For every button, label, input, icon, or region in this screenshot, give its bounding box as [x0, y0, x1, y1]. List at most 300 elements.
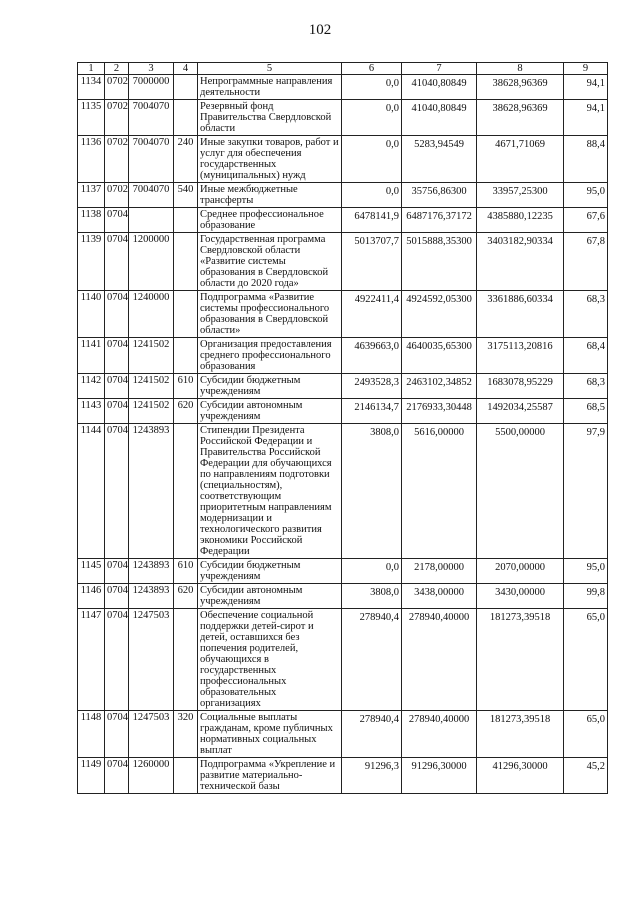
page-number: 102	[308, 22, 332, 38]
budget-allocation-cell-text: 3438,00000	[414, 587, 464, 598]
row-number-cell-text: 1144	[80, 425, 102, 436]
row-number-cell-text: 1135	[80, 101, 102, 112]
approved-amount-cell	[342, 136, 402, 183]
budget-allocation-cell-text: 5283,94549	[414, 139, 464, 150]
executed-amount-cell	[477, 208, 564, 233]
section-code-cell-text: 0704	[107, 585, 128, 596]
budget-allocation-cell	[402, 584, 477, 609]
row-number-cell	[78, 75, 105, 100]
executed-amount-cell-text: 41296,30000	[492, 761, 548, 772]
target-item-code-cell	[129, 338, 174, 374]
section-code-cell-text: 0704	[107, 712, 128, 723]
execution-percent-cell-text: 94,1	[586, 103, 605, 114]
budget-allocation-cell	[402, 100, 477, 136]
row-number-cell-text: 1137	[80, 184, 102, 195]
approved-amount-cell-text: 0,0	[385, 562, 399, 573]
executed-amount-cell	[477, 233, 564, 291]
table-row	[78, 584, 608, 609]
target-item-code-cell	[129, 559, 174, 584]
item-name-cell	[198, 559, 342, 584]
execution-percent-cell-text: 68,3	[586, 377, 605, 388]
item-name-cell-text: Подпрограмма «Укрепление и развитие материально-технической базы	[200, 759, 336, 792]
column-header: 1	[78, 63, 105, 75]
approved-amount-cell	[342, 75, 402, 100]
target-item-code-cell-text: 1247503	[132, 712, 170, 723]
execution-percent-cell-text: 95,0	[586, 186, 605, 197]
section-code-cell	[105, 136, 129, 183]
executed-amount-cell	[477, 584, 564, 609]
target-item-code-cell-text: 1243893	[132, 585, 170, 596]
section-code-cell-text: 0702	[107, 101, 128, 112]
row-number-cell	[78, 374, 105, 399]
row-number-cell-text: 1138	[80, 209, 102, 220]
expense-type-code-cell	[174, 399, 198, 424]
budget-allocation-cell	[402, 711, 477, 758]
execution-percent-cell-text: 65,0	[586, 612, 605, 623]
column-header: 5	[198, 63, 342, 75]
target-item-code-cell-text: 1241502	[132, 400, 170, 411]
budget-allocation-cell-text: 41040,80849	[411, 103, 467, 114]
section-code-cell-text: 0704	[107, 292, 128, 303]
section-code-cell	[105, 559, 129, 584]
table-row	[78, 399, 608, 424]
section-code-cell	[105, 758, 129, 794]
expense-type-code-cell	[174, 758, 198, 794]
expense-type-code-cell	[174, 291, 198, 338]
item-name-cell	[198, 338, 342, 374]
executed-amount-cell	[477, 75, 564, 100]
item-name-cell-text: Субсидии бюджетным учреждениям	[200, 560, 301, 582]
executed-amount-cell	[477, 609, 564, 711]
row-number-cell	[78, 399, 105, 424]
expense-type-code-cell	[174, 75, 198, 100]
approved-amount-cell-text: 4922411,4	[354, 294, 399, 305]
approved-amount-cell	[342, 208, 402, 233]
row-number-cell	[78, 609, 105, 711]
approved-amount-cell	[342, 711, 402, 758]
execution-percent-cell-text: 99,8	[586, 587, 605, 598]
executed-amount-cell-text: 2070,00000	[495, 562, 545, 573]
target-item-code-cell	[129, 399, 174, 424]
approved-amount-cell	[342, 100, 402, 136]
target-item-code-cell-text: 1200000	[132, 234, 170, 245]
executed-amount-cell-text: 3403182,90334	[487, 236, 553, 247]
budget-allocation-cell-text: 5015888,35300	[406, 236, 472, 247]
approved-amount-cell	[342, 609, 402, 711]
expense-type-code-cell	[174, 208, 198, 233]
section-code-cell	[105, 100, 129, 136]
expense-type-code-cell	[174, 609, 198, 711]
item-name-cell	[198, 399, 342, 424]
expense-type-code-cell	[174, 424, 198, 559]
execution-percent-cell	[564, 136, 608, 183]
table-row	[78, 75, 608, 100]
item-name-cell-text: Государственная программа Свердловской области «Развитие системы образования в Свердловской области до 2020 года»	[200, 234, 329, 289]
execution-percent-cell	[564, 424, 608, 559]
item-name-cell-text: Субсидии бюджетным учреждениям	[200, 375, 301, 397]
approved-amount-cell-text: 278940,4	[359, 714, 399, 725]
row-number-cell-text: 1146	[80, 585, 102, 596]
item-name-cell	[198, 758, 342, 794]
budget-allocation-cell	[402, 374, 477, 399]
section-code-cell-text: 0704	[107, 425, 128, 436]
approved-amount-cell-text: 0,0	[385, 186, 399, 197]
section-code-cell	[105, 183, 129, 208]
target-item-code-cell-text: 7004070	[132, 101, 170, 112]
target-item-code-cell-text: 1240000	[132, 292, 170, 303]
approved-amount-cell	[342, 399, 402, 424]
execution-percent-cell	[564, 399, 608, 424]
executed-amount-cell-text: 3430,00000	[495, 587, 545, 598]
section-code-cell	[105, 711, 129, 758]
section-code-cell-text: 0704	[107, 375, 128, 386]
approved-amount-cell-text: 2146134,7	[354, 402, 399, 413]
item-name-cell	[198, 291, 342, 338]
execution-percent-cell-text: 94,1	[586, 78, 605, 89]
column-header: 9	[564, 63, 608, 75]
budget-allocation-cell	[402, 338, 477, 374]
executed-amount-cell-text: 1683078,95229	[487, 377, 553, 388]
table-row	[78, 208, 608, 233]
item-name-cell	[198, 711, 342, 758]
row-number-cell	[78, 338, 105, 374]
table-row	[78, 100, 608, 136]
execution-percent-cell-text: 88,4	[586, 139, 605, 150]
row-number-cell-text: 1139	[80, 234, 102, 245]
approved-amount-cell-text: 5013707,7	[354, 236, 399, 247]
executed-amount-cell-text: 38628,96369	[492, 103, 548, 114]
target-item-code-cell-text: 1260000	[132, 759, 170, 770]
budget-allocation-cell	[402, 424, 477, 559]
budget-allocation-cell-text: 6487176,37172	[406, 211, 472, 222]
expense-type-code-cell	[174, 233, 198, 291]
row-number-cell	[78, 559, 105, 584]
item-name-cell-text: Подпрограмма «Развитие системы профессионального образования в Свердловской области»	[200, 292, 330, 336]
section-code-cell	[105, 399, 129, 424]
budget-allocation-cell	[402, 559, 477, 584]
budget-allocation-cell-text: 35756,86300	[411, 186, 467, 197]
row-number-cell-text: 1136	[80, 137, 102, 148]
execution-percent-cell-text: 95,0	[586, 562, 605, 573]
budget-allocation-cell-text: 91296,30000	[411, 761, 467, 772]
executed-amount-cell	[477, 183, 564, 208]
executed-amount-cell-text: 3175113,20816	[487, 341, 553, 352]
target-item-code-cell-text: 7004070	[132, 137, 170, 148]
expense-type-code-cell	[174, 100, 198, 136]
item-name-cell	[198, 208, 342, 233]
execution-percent-cell	[564, 584, 608, 609]
section-code-cell	[105, 374, 129, 399]
budget-allocation-cell-text: 4640035,65300	[406, 341, 472, 352]
budget-allocation-cell-text: 4924592,05300	[406, 294, 472, 305]
section-code-cell-text: 0704	[107, 560, 128, 571]
expense-type-code-cell	[174, 374, 198, 399]
section-code-cell	[105, 291, 129, 338]
section-code-cell-text: 0702	[107, 76, 128, 87]
row-number-cell-text: 1143	[80, 400, 102, 411]
execution-percent-cell	[564, 758, 608, 794]
executed-amount-cell	[477, 399, 564, 424]
executed-amount-cell-text: 38628,96369	[492, 78, 548, 89]
execution-percent-cell-text: 67,8	[586, 236, 605, 247]
item-name-cell	[198, 100, 342, 136]
budget-allocation-cell-text: 41040,80849	[411, 78, 467, 89]
execution-percent-cell	[564, 291, 608, 338]
section-code-cell	[105, 609, 129, 711]
table-row	[78, 233, 608, 291]
executed-amount-cell	[477, 711, 564, 758]
item-name-cell	[198, 609, 342, 711]
row-number-cell-text: 1149	[80, 759, 102, 770]
target-item-code-cell	[129, 374, 174, 399]
item-name-cell-text: Организация предоставления среднего профессионального образования	[200, 339, 332, 372]
execution-percent-cell-text: 45,2	[586, 761, 605, 772]
budget-allocation-cell-text: 278940,40000	[408, 714, 470, 725]
target-item-code-cell	[129, 584, 174, 609]
budget-allocation-cell-text: 2176933,30448	[406, 402, 472, 413]
row-number-cell-text: 1140	[80, 292, 102, 303]
row-number-cell-text: 1141	[80, 339, 102, 350]
execution-percent-cell	[564, 374, 608, 399]
item-name-cell	[198, 374, 342, 399]
executed-amount-cell	[477, 424, 564, 559]
execution-percent-cell-text: 68,5	[586, 402, 605, 413]
execution-percent-cell-text: 65,0	[586, 714, 605, 725]
column-header: 8	[477, 63, 564, 75]
budget-allocation-cell-text: 2463102,34852	[406, 377, 472, 388]
approved-amount-cell-text: 2493528,3	[354, 377, 399, 388]
budget-table	[77, 62, 608, 794]
target-item-code-cell-text: 7004070	[132, 184, 170, 195]
target-item-code-cell	[129, 208, 174, 233]
item-name-cell-text: Иные закупки товаров, работ и услуг для обеспечения государственных (муниципальных) нужд	[200, 137, 339, 181]
budget-allocation-cell	[402, 758, 477, 794]
execution-percent-cell-text: 68,3	[586, 294, 605, 305]
section-code-cell-text: 0702	[107, 184, 128, 195]
section-code-cell	[105, 338, 129, 374]
executed-amount-cell-text: 181273,39518	[489, 612, 551, 623]
target-item-code-cell	[129, 183, 174, 208]
section-code-cell	[105, 424, 129, 559]
target-item-code-cell	[129, 100, 174, 136]
approved-amount-cell	[342, 584, 402, 609]
section-code-cell	[105, 584, 129, 609]
table-body	[78, 75, 608, 794]
item-name-cell	[198, 233, 342, 291]
section-code-cell-text: 0704	[107, 759, 128, 770]
row-number-cell	[78, 424, 105, 559]
row-number-cell-text: 1147	[80, 610, 102, 621]
item-name-cell-text: Стипендии Президента Российской Федерации и Правительства Российской Федерации для обучающихся по направлениям подготовки (специальностям), соответствующим приоритетным направлениям модернизации и технологического развития экономики Российской Федерации	[200, 425, 332, 557]
expense-type-code-cell	[174, 584, 198, 609]
item-name-cell-text: Обеспечение социальной поддержки детей-сирот и детей, оставшихся без попечения родителей, обучающихся в государственных профессиональных образовательных организациях	[200, 610, 314, 709]
table-row	[78, 183, 608, 208]
executed-amount-cell	[477, 374, 564, 399]
budget-allocation-cell	[402, 208, 477, 233]
execution-percent-cell	[564, 338, 608, 374]
table-row	[78, 711, 608, 758]
executed-amount-cell-text: 1492034,25587	[487, 402, 553, 413]
expense-type-code-cell-text: 320	[177, 712, 194, 723]
section-code-cell-text: 0704	[107, 209, 128, 220]
item-name-cell-text: Социальные выплаты гражданам, кроме публичных нормативных социальных выплат	[200, 712, 333, 756]
target-item-code-cell-text: 1247503	[132, 610, 170, 621]
item-name-cell	[198, 584, 342, 609]
executed-amount-cell	[477, 559, 564, 584]
row-number-cell-text: 1134	[80, 76, 102, 87]
target-item-code-cell-text: 1243893	[132, 560, 170, 571]
budget-allocation-cell-text: 278940,40000	[408, 612, 470, 623]
approved-amount-cell-text: 0,0	[385, 103, 399, 114]
column-header: 6	[342, 63, 402, 75]
approved-amount-cell-text: 91296,3	[364, 761, 399, 772]
approved-amount-cell	[342, 758, 402, 794]
section-code-cell-text: 0704	[107, 400, 128, 411]
expense-type-code-cell	[174, 338, 198, 374]
budget-allocation-cell-text: 5616,00000	[414, 427, 464, 438]
approved-amount-cell-text: 278940,4	[359, 612, 399, 623]
row-number-cell	[78, 758, 105, 794]
budget-allocation-cell	[402, 75, 477, 100]
expense-type-code-cell-text: 620	[177, 400, 194, 411]
item-name-cell	[198, 424, 342, 559]
approved-amount-cell-text: 6478141,9	[354, 211, 399, 222]
row-number-cell	[78, 100, 105, 136]
budget-allocation-cell	[402, 233, 477, 291]
row-number-cell	[78, 584, 105, 609]
column-header: 7	[402, 63, 477, 75]
expense-type-code-cell	[174, 136, 198, 183]
item-name-cell-text: Субсидии автономным учреждениям	[200, 400, 303, 422]
row-number-cell-text: 1145	[80, 560, 102, 571]
target-item-code-cell-text: 7000000	[132, 76, 170, 87]
item-name-cell-text: Субсидии автономным учреждениям	[200, 585, 303, 607]
target-item-code-cell	[129, 711, 174, 758]
expense-type-code-cell-text: 620	[177, 585, 194, 596]
target-item-code-cell	[129, 136, 174, 183]
table-row	[78, 374, 608, 399]
column-header: 3	[129, 63, 174, 75]
header-row	[78, 63, 608, 75]
target-item-code-cell-text: 1243893	[132, 425, 170, 436]
approved-amount-cell-text: 3808,0	[370, 427, 399, 438]
item-name-cell	[198, 75, 342, 100]
table-row	[78, 758, 608, 794]
executed-amount-cell	[477, 291, 564, 338]
expense-type-code-cell-text: 610	[177, 560, 194, 571]
budget-allocation-cell	[402, 183, 477, 208]
expense-type-code-cell-text: 540	[177, 184, 194, 195]
approved-amount-cell	[342, 291, 402, 338]
approved-amount-cell	[342, 374, 402, 399]
budget-allocation-cell	[402, 136, 477, 183]
approved-amount-cell-text: 0,0	[385, 139, 399, 150]
target-item-code-cell-text: 1241502	[132, 375, 170, 386]
execution-percent-cell-text: 97,9	[586, 427, 605, 438]
budget-allocation-cell-text: 2178,00000	[414, 562, 464, 573]
executed-amount-cell	[477, 758, 564, 794]
approved-amount-cell-text: 4639663,0	[354, 341, 399, 352]
executed-amount-cell-text: 33957,25300	[492, 186, 548, 197]
budget-allocation-cell	[402, 609, 477, 711]
executed-amount-cell-text: 181273,39518	[489, 714, 551, 725]
section-code-cell-text: 0704	[107, 234, 128, 245]
approved-amount-cell	[342, 338, 402, 374]
row-number-cell	[78, 208, 105, 233]
execution-percent-cell	[564, 208, 608, 233]
table-row	[78, 559, 608, 584]
section-code-cell	[105, 208, 129, 233]
row-number-cell	[78, 291, 105, 338]
section-code-cell	[105, 233, 129, 291]
section-code-cell-text: 0704	[107, 339, 128, 350]
executed-amount-cell-text: 3361886,60334	[487, 294, 553, 305]
table-row	[78, 338, 608, 374]
item-name-cell-text: Иные межбюджетные трансферты	[200, 184, 298, 206]
expense-type-code-cell-text: 610	[177, 375, 194, 386]
execution-percent-cell	[564, 559, 608, 584]
row-number-cell	[78, 136, 105, 183]
table-row	[78, 609, 608, 711]
execution-percent-cell	[564, 183, 608, 208]
executed-amount-cell-text: 4385880,12235	[487, 211, 553, 222]
row-number-cell-text: 1142	[80, 375, 102, 386]
row-number-cell	[78, 711, 105, 758]
executed-amount-cell-text: 5500,00000	[495, 427, 545, 438]
row-number-cell	[78, 183, 105, 208]
execution-percent-cell	[564, 75, 608, 100]
item-name-cell-text: Среднее профессиональное образование	[200, 209, 324, 231]
row-number-cell	[78, 233, 105, 291]
target-item-code-cell	[129, 424, 174, 559]
item-name-cell-text: Резервный фонд Правительства Свердловской области	[200, 101, 332, 134]
column-header: 4	[174, 63, 198, 75]
table-row	[78, 136, 608, 183]
execution-percent-cell	[564, 711, 608, 758]
approved-amount-cell	[342, 559, 402, 584]
target-item-code-cell	[129, 291, 174, 338]
execution-percent-cell-text: 67,6	[586, 211, 605, 222]
approved-amount-cell-text: 0,0	[385, 78, 399, 89]
approved-amount-cell	[342, 183, 402, 208]
item-name-cell	[198, 136, 342, 183]
item-name-cell	[198, 183, 342, 208]
budget-allocation-cell	[402, 399, 477, 424]
execution-percent-cell	[564, 233, 608, 291]
expense-type-code-cell	[174, 183, 198, 208]
target-item-code-cell-text: 1241502	[132, 339, 170, 350]
row-number-cell-text: 1148	[80, 712, 102, 723]
budget-allocation-cell	[402, 291, 477, 338]
table-row	[78, 291, 608, 338]
expense-type-code-cell-text: 240	[177, 137, 194, 148]
section-code-cell-text: 0704	[107, 610, 128, 621]
expense-type-code-cell	[174, 711, 198, 758]
item-name-cell-text: Непрограммные направления деятельности	[200, 76, 333, 98]
section-code-cell	[105, 75, 129, 100]
target-item-code-cell	[129, 233, 174, 291]
executed-amount-cell-text: 4671,71069	[495, 139, 545, 150]
target-item-code-cell	[129, 758, 174, 794]
section-code-cell-text: 0702	[107, 137, 128, 148]
approved-amount-cell	[342, 233, 402, 291]
table-row	[78, 424, 608, 559]
execution-percent-cell	[564, 100, 608, 136]
execution-percent-cell-text: 68,4	[586, 341, 605, 352]
column-header: 2	[105, 63, 129, 75]
target-item-code-cell	[129, 609, 174, 711]
execution-percent-cell	[564, 609, 608, 711]
